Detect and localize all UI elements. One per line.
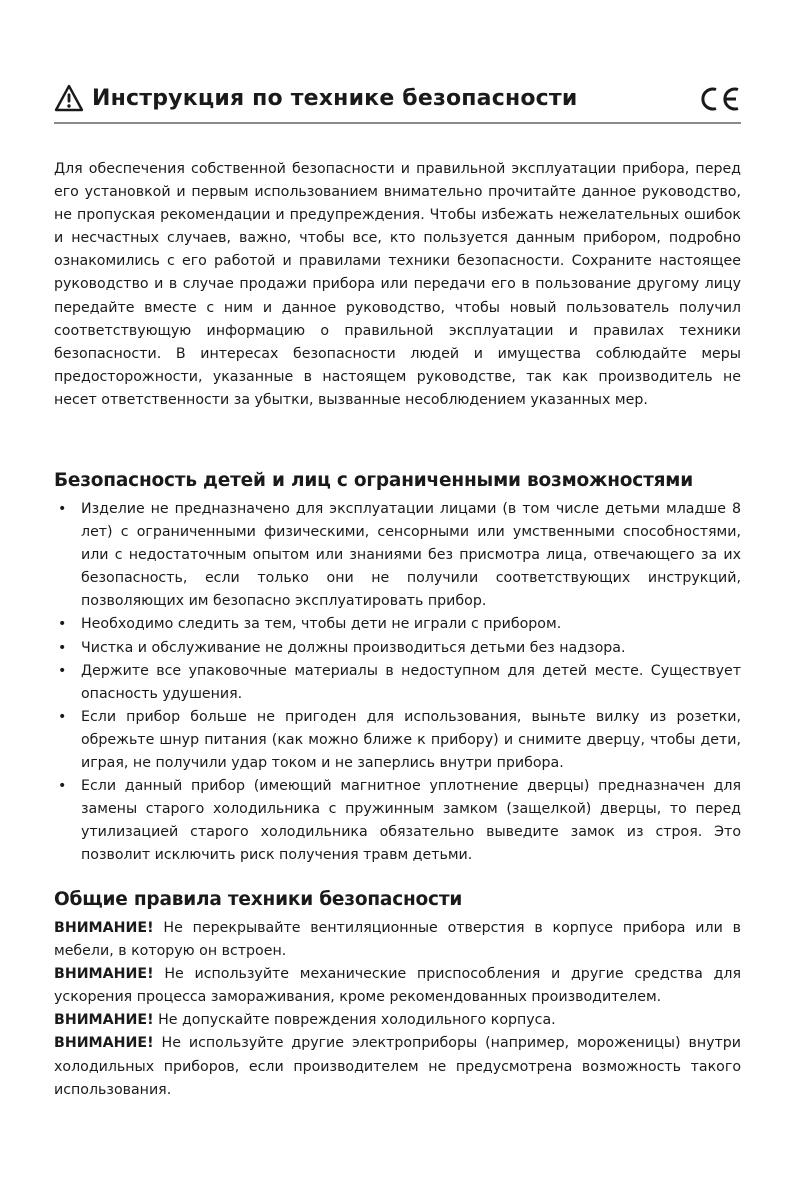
warning-text: Не используйте другие электроприборы (например, мороженицы) внутри холодильных приборов, если производителем не предусмотрена возможность такого использования. [54,1035,741,1098]
list-item [54,498,741,613]
page-title: Инструкция по технике безопасности [92,86,578,111]
list-item-text: Необходимо следить за тем, чтобы дети не играли с прибором. [81,616,562,633]
list-item-text: Чистка и обслуживание не должны производиться детьми без надзора. [81,639,626,656]
bullet-icon: • [58,639,67,656]
intro-paragraph [54,158,741,412]
list-item [54,613,741,636]
warning-triangle-icon [54,84,84,112]
bullet-icon: • [58,778,67,795]
ce-mark-icon [697,86,741,112]
list-item [54,706,741,775]
bullet-icon: • [58,616,67,633]
warning-text: Не допускайте повреждения холодильного корпуса. [158,1012,556,1029]
warning-item [54,917,741,963]
general-safety-warnings [54,917,741,1102]
warning-item [54,963,741,1009]
section-title-child-safety: Безопасность детей и лиц с ограниченными возможностями [54,470,693,491]
list-item [54,660,741,706]
warning-label: ВНИМАНИЕ! [54,1012,154,1029]
child-safety-list [54,498,741,868]
bullet-icon: • [58,662,67,679]
warning-item [54,1032,741,1101]
warning-text: Не используйте механические приспособления и другие средства для ускорения процесса замораживания, кроме рекомендованных производителем. [54,966,741,1006]
bullet-icon: • [58,501,67,517]
warning-text: Не перекрывайте вентиляционные отверстия в корпусе прибора или в мебели, в которую он встроен. [54,920,741,960]
warning-label: ВНИМАНИЕ! [54,920,154,936]
list-item [54,775,741,867]
warning-label: ВНИМАНИЕ! [54,1035,154,1052]
warning-item [54,1009,741,1032]
list-item-text: Если прибор больше не пригоден для использования, выньте вилку из розетки, обрежьте шнур питания (как можно ближе к прибору) и снимите дверцу, чтобы дети, играя, не получили удар током и не заперлись внутри прибора. [81,708,741,772]
bullet-icon: • [58,708,67,725]
list-item [54,637,741,660]
list-item-text: Держите все упаковочные материалы в недоступном для детей месте. Существует опасность удушения. [81,662,741,702]
list-item-text: Если данный прибор (имеющий магнитное уплотнение дверцы) предназначен для замены старого холодильника с пружинным замком (защелкой) дверцы, то перед утилизацией старого холодильника обязательно выведите замок из строя. Это позволит исключить риск получения травм детьми. [81,778,741,864]
section-title-general-safety: Общие правила техники безопасности [54,889,463,910]
warning-label: ВНИМАНИЕ! [54,966,154,983]
list-item-text: Изделие не предназначено для эксплуатации лицами (в том числе детьми младше 8 лет) с ограниченными физическими, сенсорными или умственными способностями, или с недостаточным опытом или знаниями без присмотра лица, отвечающего за их безопасность, если только они не получили соответствующих инструкций, позволяющих им безопасно эксплуатировать прибор. [81,501,741,610]
page-header [54,84,741,124]
intro-text: Для обеспечения собственной безопасности и правильной эксплуатации прибора, перед его установкой и первым использованием внимательно прочитайте данное руководство, не пропуская рекомендации и предупреждения. Чтобы избежать нежелательных ошибок и несчастных случаев, важно, чтобы все, кто пользуется данным прибором, подробно ознакомились с его работой и правилами техники безопасности. Сохраните настоящее руководство и в случае продажи прибора или передачи его в пользование другому лицу передайте вместе с ним и данное руководство, чтобы новый пользователь получил соответствующую информацию о правильной эксплуатации и правилах техники безопасности. В интересах безопасности людей и имущества соблюдайте меры предосторожности, указанные в настоящем руководстве, так как производитель не несет ответственности за убытки, вызванные несоблюдением указанных мер. [54,161,741,408]
